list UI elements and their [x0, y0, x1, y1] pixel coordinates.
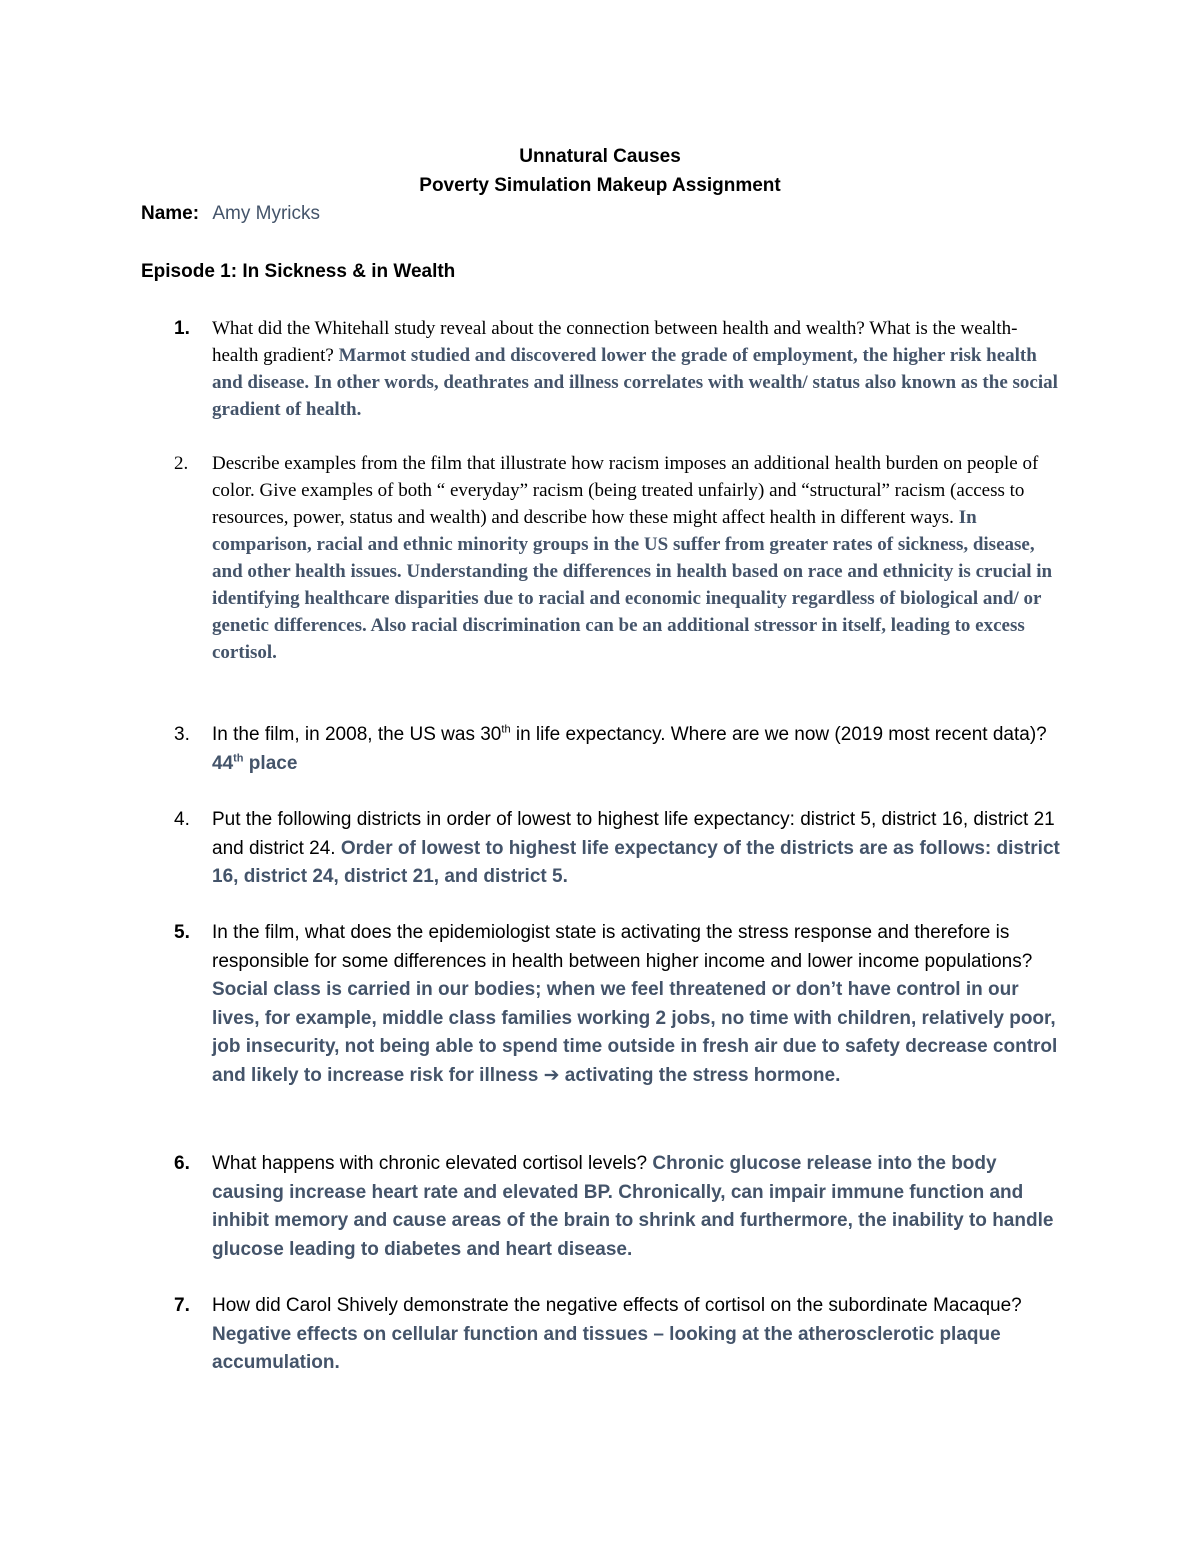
question-number: 1. [174, 318, 190, 339]
answer-text: Negative effects on cellular function and tissues – looking at the atherosclerotic plaque accumulation. [212, 1323, 1001, 1373]
question-number: 6. [174, 1153, 190, 1174]
question-4 [174, 806, 1062, 892]
question-7 [174, 1292, 1062, 1378]
question-text: In the film, what does the epidemiologist state is activating the stress response and therefore is responsible for some differences in health between higher income and lower income populations? [212, 922, 1033, 972]
question-text: In the film, in 2008, the US was 30th in life expectancy. Where are we now (2019 most recent data)? [212, 723, 1047, 745]
document-subtitle: Poverty Simulation Makeup Assignment [419, 175, 781, 196]
question-number: 4. [174, 809, 190, 830]
question-number: 5. [174, 922, 190, 943]
document-title: Unnatural Causes [519, 146, 681, 167]
name-value: Amy Myricks [212, 203, 321, 224]
question-2 [174, 450, 1062, 666]
question-1 [174, 315, 1062, 423]
name-label: Name: [141, 203, 200, 224]
answer-text: Chronic glucose release into the body causing increase heart rate and elevated BP. Chronically, can impair immune function and inhibit memory and cause areas of the brain to shrink and furthermore, the inability to handle glucose leading to diabetes and heart disease. [212, 1153, 1054, 1260]
question-text: Put the following districts in order of lowest to highest life expectancy: district 5, district 16, district 21 and district 24. [212, 809, 1055, 859]
answer-text: Order of lowest to highest life expectancy of the districts are as follows: district 16, district 24, district 21, and district 5. [212, 837, 1060, 887]
question-5 [174, 919, 1062, 1090]
answer-text: Social class is carried in our bodies; when we feel threatened or don’t have control in our lives, for example, middle class families working 2 jobs, no time with children, relatively poor, job insecurity, not being able to spend time outside in fresh air due to safety decrease control and likely to increase risk for illness ➔ activating the stress hormone. [212, 979, 1058, 1086]
right-arrow-icon: ➔ [543, 1064, 560, 1086]
name-line [141, 203, 320, 225]
question-number: 2. [174, 453, 189, 474]
episode-heading: Episode 1: In Sickness & in Wealth [141, 261, 456, 282]
question-text: Describe examples from the film that illustrate how racism imposes an additional health burden on people of color. Give examples of both “ everyday” racism (being treated unfairly) and “structural” racism (access to resources, power, status and wealth) and describe how these might affect health in different ways. [212, 453, 1039, 528]
answer-text: In comparison, racial and ethnic minority groups in the US suffer from greater rates of sickness, disease, and other health issues. Understanding the differences in health based on race and ethnicity is crucial in identifying healthcare disparities due to racial and economic inequality regardless of biological and/ or genetic differences. Also racial discrimination can be an additional stressor in itself, leading to excess cortisol. [212, 507, 1053, 663]
question-number: 7. [174, 1295, 190, 1316]
answer-text: Marmot studied and discovered lower the grade of employment, the higher risk health and disease. In other words, deathrates and illness correlates with wealth/ status also known as the social gradient of health. [212, 345, 1058, 420]
question-text: What happens with chronic elevated cortisol levels? [212, 1153, 648, 1174]
question-text: What did the Whitehall study reveal about the connection between health and wealth? What is the wealth-health gradient? [212, 318, 1018, 366]
answer-text: 44th place [212, 752, 298, 774]
question-6 [174, 1150, 1062, 1264]
question-3 [174, 721, 1062, 778]
question-text: How did Carol Shively demonstrate the negative effects of cortisol on the subordinate Macaque? [212, 1295, 1022, 1316]
question-number: 3. [174, 724, 190, 745]
